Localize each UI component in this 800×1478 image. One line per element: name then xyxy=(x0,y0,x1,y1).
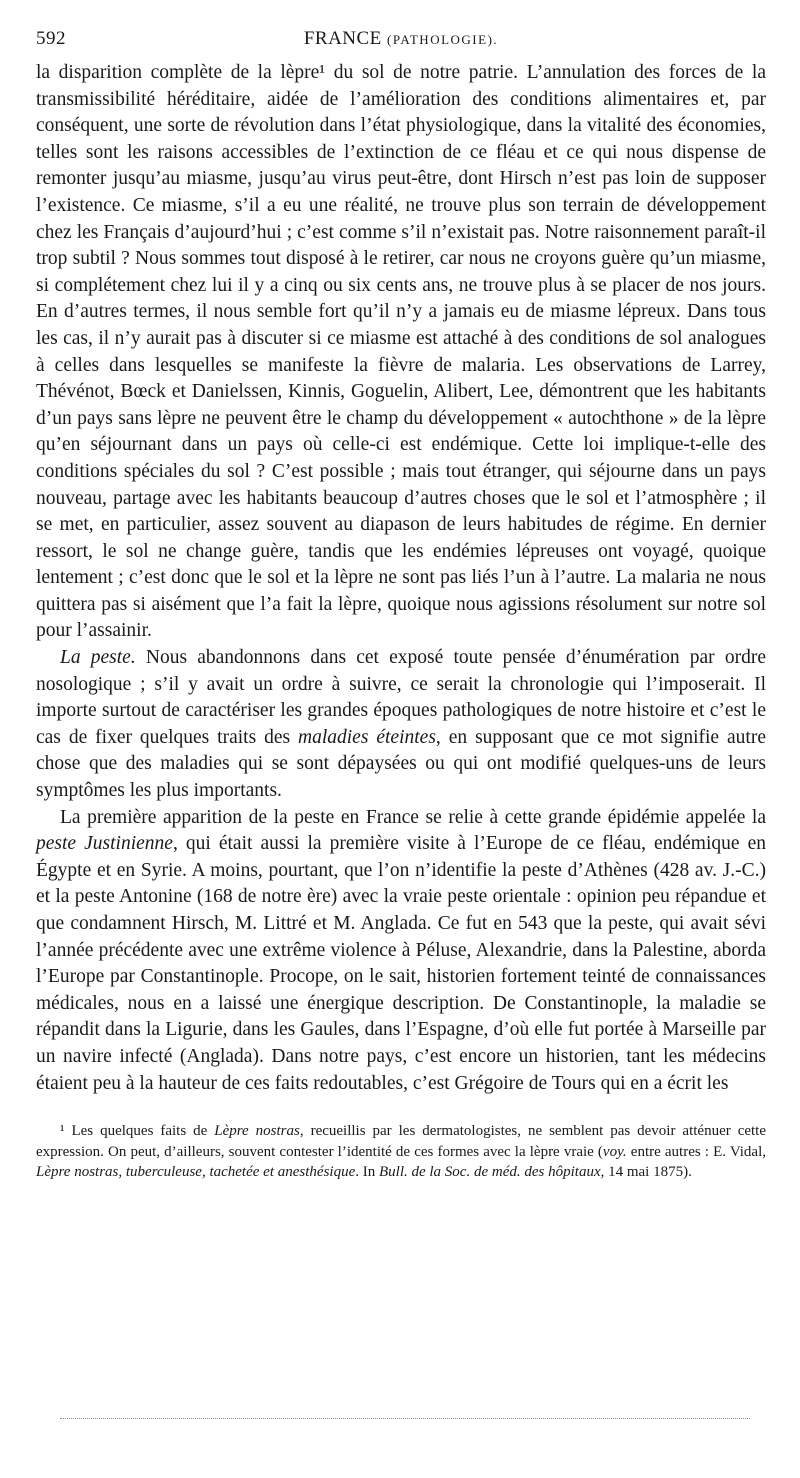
footnote-italic: voy. xyxy=(602,1143,627,1160)
paragraph-text: La première apparition de la peste en France se relie à cette grande épidémie appelée la xyxy=(60,806,766,828)
footnote-text: entre autres : E. Vidal, xyxy=(626,1143,766,1160)
paragraph-text: , en supposant que ce mot signifie autre chose que des maladies qui se sont dépaysées ou qui ont modifié quelques-uns de leurs symptômes les plus importants. xyxy=(36,726,766,802)
footnote-text: Les quelques faits de xyxy=(64,1123,215,1140)
italic-phrase: peste Justinienne xyxy=(36,833,173,855)
paragraph-text: , qui était aussi la première visite à l’Europe de ce fléau, endémique en Égypte et en Syrie. A moins, pourtant, que l’on n’identifie la peste d’Athènes (428 av. J.-C.) et la peste Antonine (168 de notre ère) avec la vraie peste orientale : opinion peu répandue et que condamnent Hirsch, M. Littré et M. Anglada. Ce fut en 543 que la peste, qui avait sévi l’année précédente avec une extrême violence à Péluse, Alexandrie, dans la Palestine, aborda l’Europe par Constantinople. Procope, on le sait, historien fortement teinté de connaissances médicales, nous en a laissé une énergique description. De Constantinople, la maladie se répandit dans la Ligurie, dans les Gaules, dans l’Espagne, d’où elle fut portée à Marseille par un navire infecté (Anglada). Dans notre pays, c’est encore un historien, tant les médecins étaient peu à la hauteur de ces faits redoutables, c’est Grégoire de Tours qui en a écrit les xyxy=(36,833,767,1094)
paragraph-text: Nous abandonnons dans cet exposé toute pensée d’énumération par ordre nosologique ; s’il y avait un ordre à suivre, ce serait la chronologie qui l’imposerait. Il importe surtout de caractériser les grandes époques pathologiques de notre histoire et c’est le cas de fixer quelques traits des xyxy=(36,647,766,748)
running-title-main: FRANCE xyxy=(303,28,382,49)
footnote-text: . In xyxy=(355,1164,379,1181)
paragraph-plague-intro xyxy=(36,645,766,805)
main-text xyxy=(36,60,766,1097)
italic-phrase: maladies éteintes xyxy=(298,726,436,748)
paragraph-leprosy: la disparition complète de la lèpre¹ du sol de notre patrie. L’annulation des forces de la transmissibilité héréditaire, aidée de l’amélioration des conditions alimentaires et, par conséquent, une sorte de révolution dans l’état physiologique, dans la vitalité des économies, telles sont les raisons accessibles de l’extinction de ce fléau et ce qui nous dispense de remonter jusqu’au miasme, jusqu’au virus peut-être, dont Hirsch n’est pas loin de supposer l’existence. Ce miasme, s’il a eu une réalité, ne trouve plus son terrain de développement chez les Français d’aujourd’hui ; c’est comme s’il n’existait pas. Notre raisonnement paraît-il trop subtil ? Nous sommes tout disposé à le retirer, car nous ne croyons guère qu’un miasme, si complétement chez lui il y a cinq ou six cents ans, ne trouve plus à se placer de nos jours. En d’autres termes, il nous semble fort qu’il n’y a jamais eu de miasme lépreux. Dans tous les cas, il n’y aurait pas à discuter si ce miasme est attaché à des conditions de sol analogues à celles dans lesquelles se manifeste la fièvre de malaria. Les observations de Larrey, Thévénot, Bœck et Danielssen, Kinnis, Goguelin, Alibert, Lee, démontrent que les habitants d’un pays sans lèpre ne peuvent être le champ du développement « autochthone » de la lèpre qu’en séjournant dans un pays où celle-ci est endémique. Cette loi implique-t-elle des conditions spéciales du sol ? C’est possible ; mais tout étranger, qui séjourne dans un pays nouveau, partage avec les habitants beaucoup d’autres choses que le sol et l’atmosphère ; il se met, en particulier, assez souvent au diapason de leurs habitudes de régime. En dernier ressort, le sol ne change guère, tandis que les endémies lépreuses ont voyagé, quoique lentement ; c’est donc que le sol et la lèpre ne sont pas liés l’un à l’autre. La malaria ne nous quittera pas si aisément que l’a fait la lèpre, quoique nous agissions résolument sur notre sol pour l’assainir. xyxy=(36,62,766,642)
footnote-italic: Bull. de la Soc. de méd. des hôpitaux xyxy=(378,1164,601,1181)
section-heading-la-peste: La peste. xyxy=(60,647,136,669)
book-page xyxy=(36,24,766,1183)
paragraph-justinian-plague xyxy=(36,805,766,1098)
footnote-paragraph xyxy=(36,1121,766,1183)
page-number: 592 xyxy=(36,28,66,49)
footnote xyxy=(36,1121,766,1183)
footnote-marker: ¹ xyxy=(60,1123,65,1140)
running-title xyxy=(36,28,766,50)
running-title-sub: (PATHOLOGIE). xyxy=(387,32,499,47)
running-header xyxy=(36,24,766,60)
footnote-text: , recueillis par les dermatologistes, ne semblent pas devoir atténuer cette expression. On peut, d’ailleurs, souvent contester l’identité de ces formes avec la lèpre vraie ( xyxy=(36,1123,767,1160)
footnote-italic: Lèpre nostras xyxy=(214,1123,300,1140)
footnote-italic: Lèpre nostras, tuberculeuse, tachetée et anesthésique xyxy=(36,1164,356,1181)
footnote-text: , 14 mai 1875). xyxy=(600,1164,692,1181)
bottom-rule xyxy=(60,1418,750,1419)
